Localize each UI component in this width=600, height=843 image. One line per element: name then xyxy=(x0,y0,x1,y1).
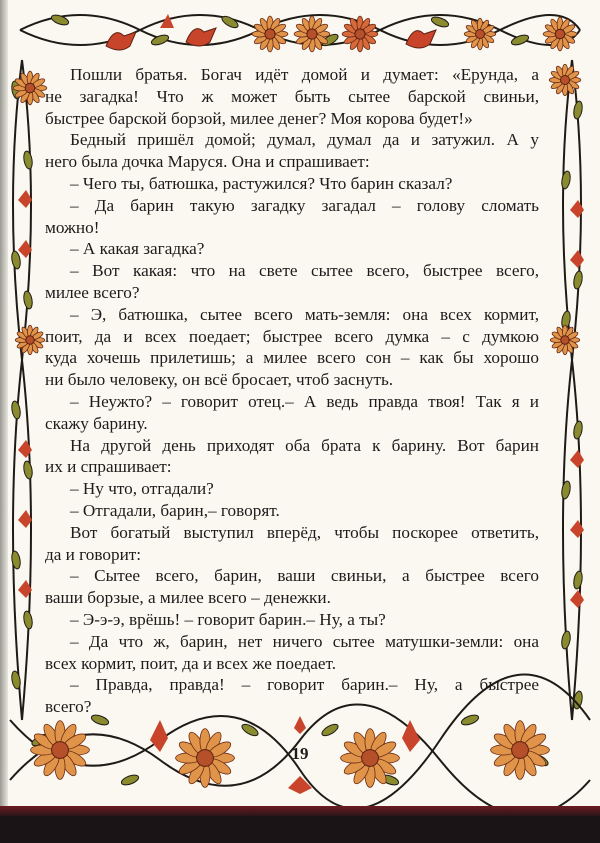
bud-icon xyxy=(18,190,32,208)
leaf-icon xyxy=(572,420,583,439)
bud-icon xyxy=(288,776,312,794)
bud-icon xyxy=(294,716,306,734)
leaf-icon xyxy=(560,630,571,649)
leaf-icon xyxy=(10,400,21,419)
leaf-icon xyxy=(22,290,33,309)
text-line: их и спрашивает: xyxy=(45,457,172,477)
bud-icon xyxy=(570,590,584,608)
text-line: На другой день приходят оба брата к барину. Вот барин xyxy=(70,435,539,455)
leaf-icon xyxy=(22,150,33,169)
text-line: всех кормит, поит, да и всех же поедает. xyxy=(45,653,337,673)
flower-icon xyxy=(464,18,496,50)
text-line: Бедный пришёл домой; думал, думал да и затужил. А у xyxy=(70,130,539,150)
text-line: Пошли братья. Богач идёт домой и думает: «Ерунда, а xyxy=(70,65,539,84)
text-line: – Да барин такую загадку загадал – голову сломать xyxy=(70,195,539,215)
text-line: – Вот какая: что на свете сытее всего, быстрее всего, xyxy=(70,261,539,281)
flower-icon xyxy=(342,16,378,52)
text-line: поит, да и всех поедает; быстрее всего думка – с думкою xyxy=(45,326,539,346)
leaf-icon xyxy=(10,670,21,689)
text-line: скажу барину. xyxy=(45,413,148,433)
leaf-icon xyxy=(430,15,450,29)
leaf-icon xyxy=(22,460,33,479)
text-line: ваши борзые, а милее всего – денежки. xyxy=(45,588,331,608)
text-line: – Отгадали, барин,– говорят. xyxy=(70,500,280,520)
text-line: – А какая загадка? xyxy=(70,239,205,259)
leaf-icon xyxy=(10,250,21,269)
text-line: не загадка! Что ж может быть сытее барской свиньи, xyxy=(45,86,539,106)
text-line: быстрее барской борзой, милее денег? Моя корова будет!» xyxy=(45,108,473,128)
leaf-icon xyxy=(560,170,571,189)
story-text xyxy=(45,64,539,718)
text-line: можно! xyxy=(45,217,100,237)
leaf-icon xyxy=(240,722,260,738)
bud-icon xyxy=(570,250,584,268)
leaf-icon xyxy=(320,722,340,738)
text-line: – Правда, правда! – говорит барин.– Ну, а быстрее xyxy=(70,675,539,695)
leaf-icon xyxy=(220,14,240,30)
flower-icon xyxy=(294,16,330,52)
text-line: – Э, батюшка, сытее всего мать-земля: она всех кормит, xyxy=(70,304,539,324)
text-line: него была дочка Маруся. Она и спрашивает: xyxy=(45,152,370,172)
leaf-icon xyxy=(22,610,33,629)
text-line: всего? xyxy=(45,697,92,717)
bud-icon xyxy=(18,510,32,528)
text-line: – Э-э-э, врёшь! – говорит барин.– Ну, а ты? xyxy=(70,609,386,629)
page-number: 19 xyxy=(291,744,309,763)
leaf-icon xyxy=(572,570,583,589)
text-line: Вот богатый выступил вперёд, чтобы поскорее ответить, xyxy=(70,522,539,542)
text-line: да и говорит: xyxy=(45,544,142,564)
text-line: – Сытее всего, барин, ваши свиньи, а быстрее всего xyxy=(70,566,539,586)
text-line: – Чего ты, батюшка, растужился? Что барин сказал? xyxy=(70,173,453,193)
text-line: милее всего? xyxy=(45,282,140,302)
leaf-icon xyxy=(10,550,21,569)
book-cover-edge xyxy=(0,806,600,816)
text-line: ни было человеку, он всё бросает, чтоб заснуть. xyxy=(45,370,394,390)
bird-icon xyxy=(186,28,216,46)
leaf-icon xyxy=(572,100,583,119)
bud-icon xyxy=(570,450,584,468)
text-line: – Неужто? – говорит отец.– А ведь правда твоя! Так я и xyxy=(70,391,539,411)
bird-icon xyxy=(106,32,136,50)
text-line: – Ну что, отгадали? xyxy=(70,479,214,499)
text-line: – Да что ж, барин, нет ничего сытее матушки-земли: она xyxy=(70,631,539,651)
leaf-icon xyxy=(560,480,571,499)
text-line: куда хочешь прилетишь; а милее всего сон – как бы хорошо xyxy=(45,348,539,368)
leaf-icon xyxy=(120,773,140,787)
leaf-icon xyxy=(572,270,583,289)
